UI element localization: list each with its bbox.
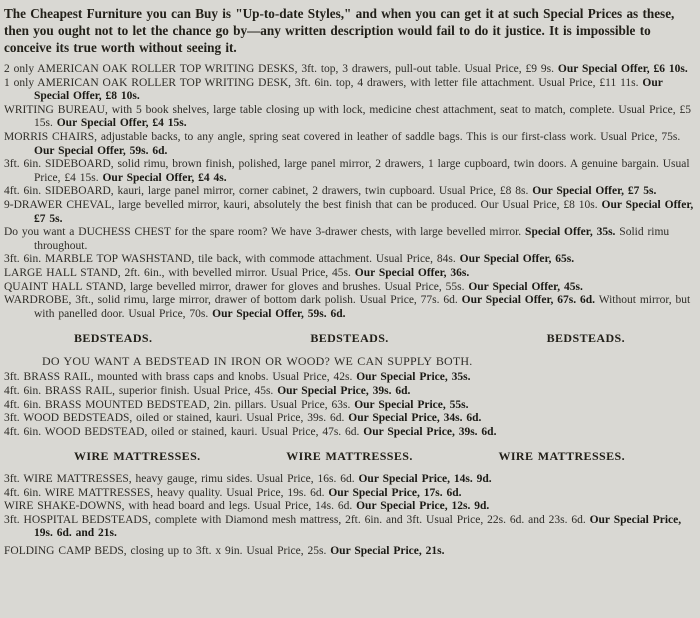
item-description: FOLDING CAMP BEDS, closing up to 3ft. x 9in. Usual Price, 25s.	[4, 545, 331, 557]
special-offer-text: Our Special Price, 21s.	[330, 545, 445, 557]
item-description: WIRE SHAKE-DOWNS, with head board and legs. Usual Price, 14s. 6d.	[4, 500, 357, 513]
special-offer-text: Special Offer, 35s.	[525, 226, 616, 239]
catalog-item	[4, 185, 695, 199]
item-description: Do you want a DUCHESS CHEST for the spare room? We have 3-drawer chests, with large bevelled mirror.	[4, 226, 526, 239]
special-offer-text: Our Special Price, 34s. 6d.	[348, 412, 482, 425]
special-offer-text: Our Special Offer, £7 5s.	[532, 185, 657, 198]
special-offer-text: Our Special Price, 55s.	[354, 398, 469, 411]
catalog-item	[4, 281, 695, 295]
special-offer-text: Our Special Offer, £8 10s.	[34, 76, 663, 103]
wire-mattresses-heading: WIRE MATTRESSES.	[498, 449, 625, 464]
catalog-item	[4, 412, 695, 426]
special-offer-text: Our Special Offer, £4 15s.	[56, 117, 187, 130]
item-description: 1 only AMERICAN OAK ROLLER TOP WRITING DESK, 3ft. 6in. top, 4 drawers, with letter file attachment. Usual Price, £11 11s.	[4, 76, 643, 89]
special-offer-text: Our Special Offer, 36s.	[354, 266, 470, 279]
wire-mattresses-heading-row	[74, 450, 625, 464]
special-offer-text: Our Special Price, 39s. 6d.	[277, 385, 411, 398]
catalog-item	[4, 63, 695, 77]
catalog-item	[4, 131, 695, 158]
catalog-item	[4, 267, 695, 281]
special-offer-text: Our Special Price, 14s. 9d.	[358, 473, 492, 486]
special-offer-text: Our Special Offer, £6 10s.	[557, 63, 688, 75]
item-description: MORRIS CHAIRS, adjustable backs, to any angle, spring seat covered in leather of saddle bags. This is our first-class work. Usual Price, 75s.	[4, 130, 681, 143]
item-description: 4ft. 6in. SIDEBOARD, kauri, large panel mirror, corner cabinet, 2 drawers, twin cupboard. Usual Price, £8 8s.	[4, 185, 533, 198]
catalog-item	[4, 158, 695, 185]
special-offer-text: Our Special Offer, £4 4s.	[102, 171, 227, 184]
bedsteads-heading: BEDSTEADS.	[74, 331, 153, 346]
bedsteads-subheading: DO YOU WANT A BEDSTEAD IN IRON OR WOOD? WE CAN SUPPLY BOTH.	[42, 353, 473, 368]
catalog-item	[4, 226, 695, 253]
catalog-item	[4, 371, 695, 385]
bedsteads-heading: BEDSTEADS.	[310, 331, 389, 346]
special-offer-text: Our Special Offer, 67s. 6d.	[461, 294, 596, 307]
catalog-item	[4, 385, 695, 399]
bedsteads-list	[4, 371, 695, 439]
special-offer-text: Our Special Price, 19s. 6d. and 21s.	[34, 513, 682, 540]
item-description: 3ft. BRASS RAIL, mounted with brass caps and knobs. Usual Price, 42s.	[4, 371, 357, 384]
item-description: 3ft. WIRE MATTRESSES, heavy gauge, rimu sides. Usual Price, 16s. 6d.	[4, 473, 359, 486]
special-offer-text: Our Special Price, 12s. 9d.	[356, 500, 490, 513]
item-description: WARDROBE, 3ft., solid rimu, large mirror, drawer of bottom dark polish. Usual Price, 77s. 6d.	[4, 294, 462, 307]
item-description: 4ft. 6in. BRASS RAIL, superior finish. Usual Price, 45s.	[4, 385, 278, 398]
catalog-item	[4, 545, 695, 559]
special-offer-text: Our Special Offer, 59s. 6d.	[212, 307, 346, 320]
catalog-item	[4, 399, 695, 413]
item-description: 4ft. 6in. WOOD BEDSTEAD, oiled or stained, kauri. Usual Price, 47s. 6d.	[4, 425, 364, 438]
item-description: LARGE HALL STAND, 2ft. 6in., with bevelled mirror. Usual Price, 45s.	[4, 266, 355, 279]
wire-mattresses-list	[4, 473, 695, 559]
furniture-list	[4, 63, 695, 321]
special-offer-text: Our Special Offer, 65s.	[459, 253, 575, 266]
special-offer-text: Our Special Price, 39s. 6d.	[363, 425, 497, 438]
item-description: 3ft. HOSPITAL BEDSTEADS, complete with Diamond mesh mattress, 2ft. 6in. and 3ft. Usual Price, 22s. 6d. and 23s. 6d.	[4, 513, 590, 526]
item-description: 2 only AMERICAN OAK ROLLER TOP WRITING DESKS, 3ft. top, 3 drawers, pull-out table. Usual Price, £9 9s.	[4, 63, 558, 75]
advert-intro: The Cheapest Furniture you can Buy is "Up-to-date Styles," and when you can get it at such Special Prices as these, then you ought not to let the chance go by—any written description would fail to do it justice. It is impossible to conceive its true worth without seeing it.	[4, 6, 675, 55]
catalog-item	[4, 500, 695, 514]
item-description: 3ft. 6in. MARBLE TOP WASHSTAND, tile back, with commode attachment. Usual Price, 84s.	[4, 253, 460, 266]
item-description: Without mirror, but with panelled door. Usual Price, 70s.	[34, 294, 691, 320]
special-offer-text: Our Special Offer, £7 5s.	[34, 198, 694, 225]
catalog-item	[4, 199, 695, 226]
item-description: 3ft. WOOD BEDSTEADS, oiled or stained, kauri. Usual Price, 39s. 6d.	[4, 412, 349, 425]
catalog-item	[4, 514, 695, 541]
item-description: 3ft. 6in. SIDEBOARD, solid rimu, brown finish, polished, large panel mirror, 2 drawers, 1 large cupboard, twin doors. A genuine bargain. Usual Price, £4 15s.	[4, 158, 690, 184]
catalog-item	[4, 426, 695, 440]
special-offer-text: Our Special Offer, 59s. 6d.	[34, 144, 168, 157]
wire-mattresses-heading: WIRE MATTRESSES.	[286, 449, 413, 464]
bedsteads-heading-row	[74, 332, 625, 346]
item-description: QUAINT HALL STAND, large bevelled mirror, drawer for gloves and brushes. Usual Price, 55s.	[4, 280, 469, 293]
item-description: 9-DRAWER CHEVAL, large bevelled mirror, kauri, absolutely the best finish that can be produced. Our Usual Price, £8 10s.	[4, 198, 602, 211]
catalog-item	[4, 473, 695, 487]
special-offer-text: Our Special Offer, 45s.	[468, 280, 583, 293]
catalog-item	[4, 253, 695, 267]
catalog-item	[4, 77, 695, 104]
item-description: 4ft. 6in. BRASS MOUNTED BEDSTEAD, 2in. pillars. Usual Price, 63s.	[4, 398, 355, 411]
item-description: Solid rimu throughout.	[34, 226, 670, 252]
item-description: WRITING BUREAU, with 5 book shelves, large table closing up with lock, medicine chest attachment, seat to match, complete. Usual Price, £5 15s.	[4, 103, 691, 130]
wire-mattresses-heading: WIRE MATTRESSES.	[74, 449, 201, 464]
catalog-item	[4, 487, 695, 501]
catalog-item	[4, 104, 695, 131]
item-description: 4ft. 6in. WIRE MATTRESSES, heavy quality. Usual Price, 19s. 6d.	[4, 486, 329, 499]
special-offer-text: Our Special Price, 17s. 6d.	[328, 486, 462, 499]
special-offer-text: Our Special Price, 35s.	[356, 371, 471, 384]
catalog-item	[4, 294, 695, 321]
bedsteads-heading: BEDSTEADS.	[546, 331, 625, 346]
